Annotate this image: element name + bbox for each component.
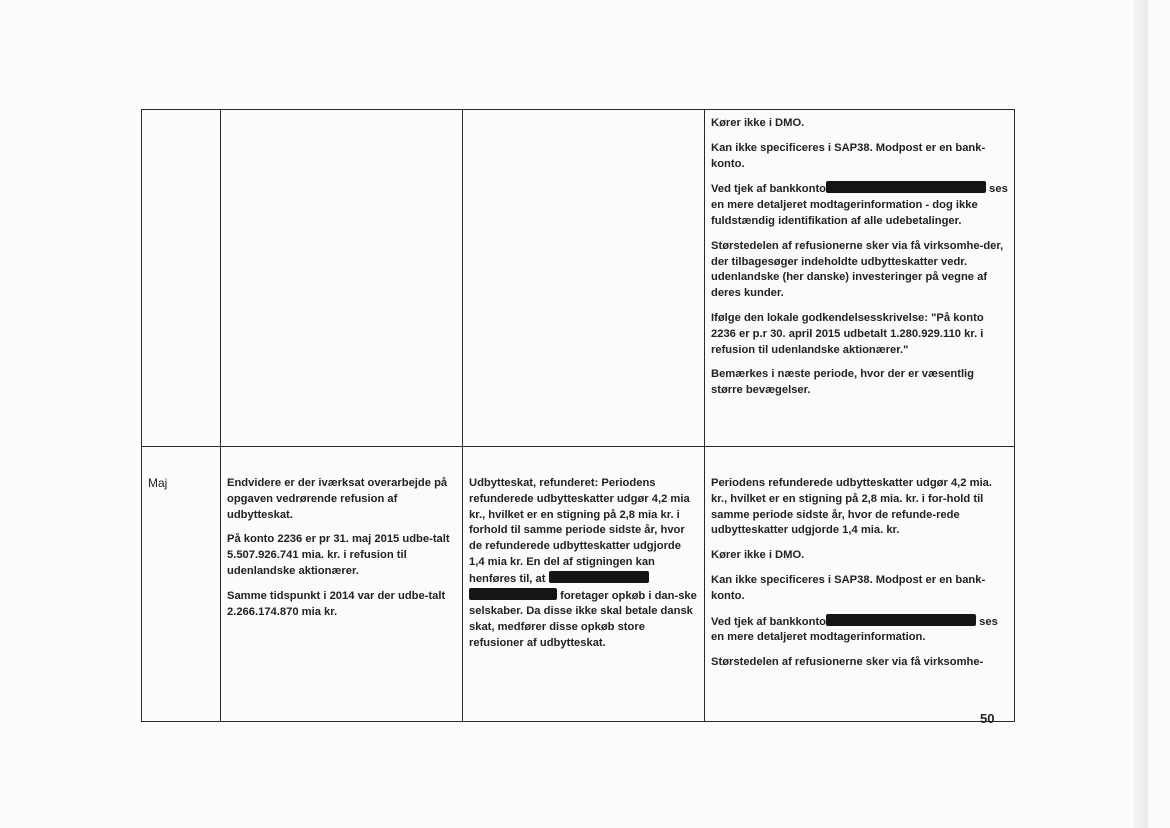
month-label: Maj [148, 476, 168, 490]
cell-month [142, 447, 221, 722]
cell-notes [705, 447, 1015, 722]
redaction-bar [549, 571, 649, 583]
note-paragraph [711, 181, 1008, 229]
action-paragraph: Samme tidspunkt i 2014 var der udbe-talt 2.266.174.870 mia kr. [227, 589, 446, 618]
note-paragraph [711, 614, 1008, 647]
page-number: 50 [980, 711, 995, 726]
note-text: Ved tjek af bankkonto [711, 183, 827, 196]
explanation-paragraph [469, 476, 698, 652]
explanation-text: Udbytteskat, refunderet: Periodens refunderede udbytteskatter udgør 4,2 mia kr., hvilket er en stigning på 2,8 mia kr. i forhold til samme periode sidste år, hvor de refunderede udbytteskatter udgjorde 1,4 mia kr. En del af stigningen kan henføres til, at [469, 477, 690, 585]
table-row [142, 110, 1015, 447]
action-paragraph: Endvidere er der iværksat overarbejde på opgaven vedrørende refusion af udbytteskat. [227, 477, 448, 521]
explanation-text: foretager opkøb i dan-ske selskaber. Da disse ikke skal betale dansk skat, medfører disse opkøb store refusioner af udbytteskat. [469, 589, 697, 649]
cell-explanation [463, 447, 705, 722]
note-text: Ved tjek af bankkonto [711, 615, 827, 628]
note-paragraph: Kører ikke i DMO. [711, 117, 805, 129]
cell-month [142, 110, 221, 447]
report-table [141, 109, 1015, 722]
note-paragraph: Kan ikke specificeres i SAP38. Modpost er en bank-konto. [711, 573, 986, 602]
note-paragraph: Kører ikke i DMO. [711, 549, 805, 562]
redaction-bar [826, 614, 976, 626]
note-paragraph: Ifølge den lokale godkendelsesskrivelse: "På konto 2236 er p.r 30. april 2015 udbetalt 1.280.929.110 kr. i refusion til udenlandske aktionærer." [711, 311, 984, 356]
note-text: ses en mere detaljeret modtagerinformation. [711, 615, 998, 644]
redaction-bar [826, 181, 986, 193]
cell-notes [705, 110, 1015, 447]
cell-actions [221, 447, 463, 722]
cell-explanation [463, 110, 705, 447]
note-paragraph: Periodens refunderede udbytteskatter udgør 4,2 mia. kr., hvilket er en stigning på 2,8 mia. kr. i for-hold til samme periode sidste år, hvor de refunde-rede udbytteskatter udgjorde 1,4 mia. kr. [711, 477, 993, 537]
page-edge-shadow [1134, 0, 1148, 828]
redaction-bar [469, 588, 557, 600]
table-row [142, 447, 1015, 722]
note-text: ses en mere detaljeret modtagerinformation - dog ikke fuldstændig identifikation af alle udebetalinger. [711, 183, 1008, 227]
note-paragraph: Størstedelen af refusionerne sker via få virksomhe- [711, 656, 984, 669]
note-paragraph: Bemærkes i næste periode, hvor der er væsentlig større bevægelser. [711, 368, 974, 397]
note-paragraph: Kan ikke specificeres i SAP38. Modpost er en bank-konto. [711, 141, 986, 170]
note-paragraph: Størstedelen af refusionerne sker via få virksomhe-der, der tilbagesøger indeholdte udbytteskatter vedr. udenlandske (her danske) investeringer på vegne af deres kunder. [711, 239, 1004, 300]
cell-actions [221, 110, 463, 447]
action-paragraph: På konto 2236 er pr 31. maj 2015 udbe-talt 5.507.926.741 mia. kr. i refusion til udenlandske aktionærer. [227, 533, 450, 577]
